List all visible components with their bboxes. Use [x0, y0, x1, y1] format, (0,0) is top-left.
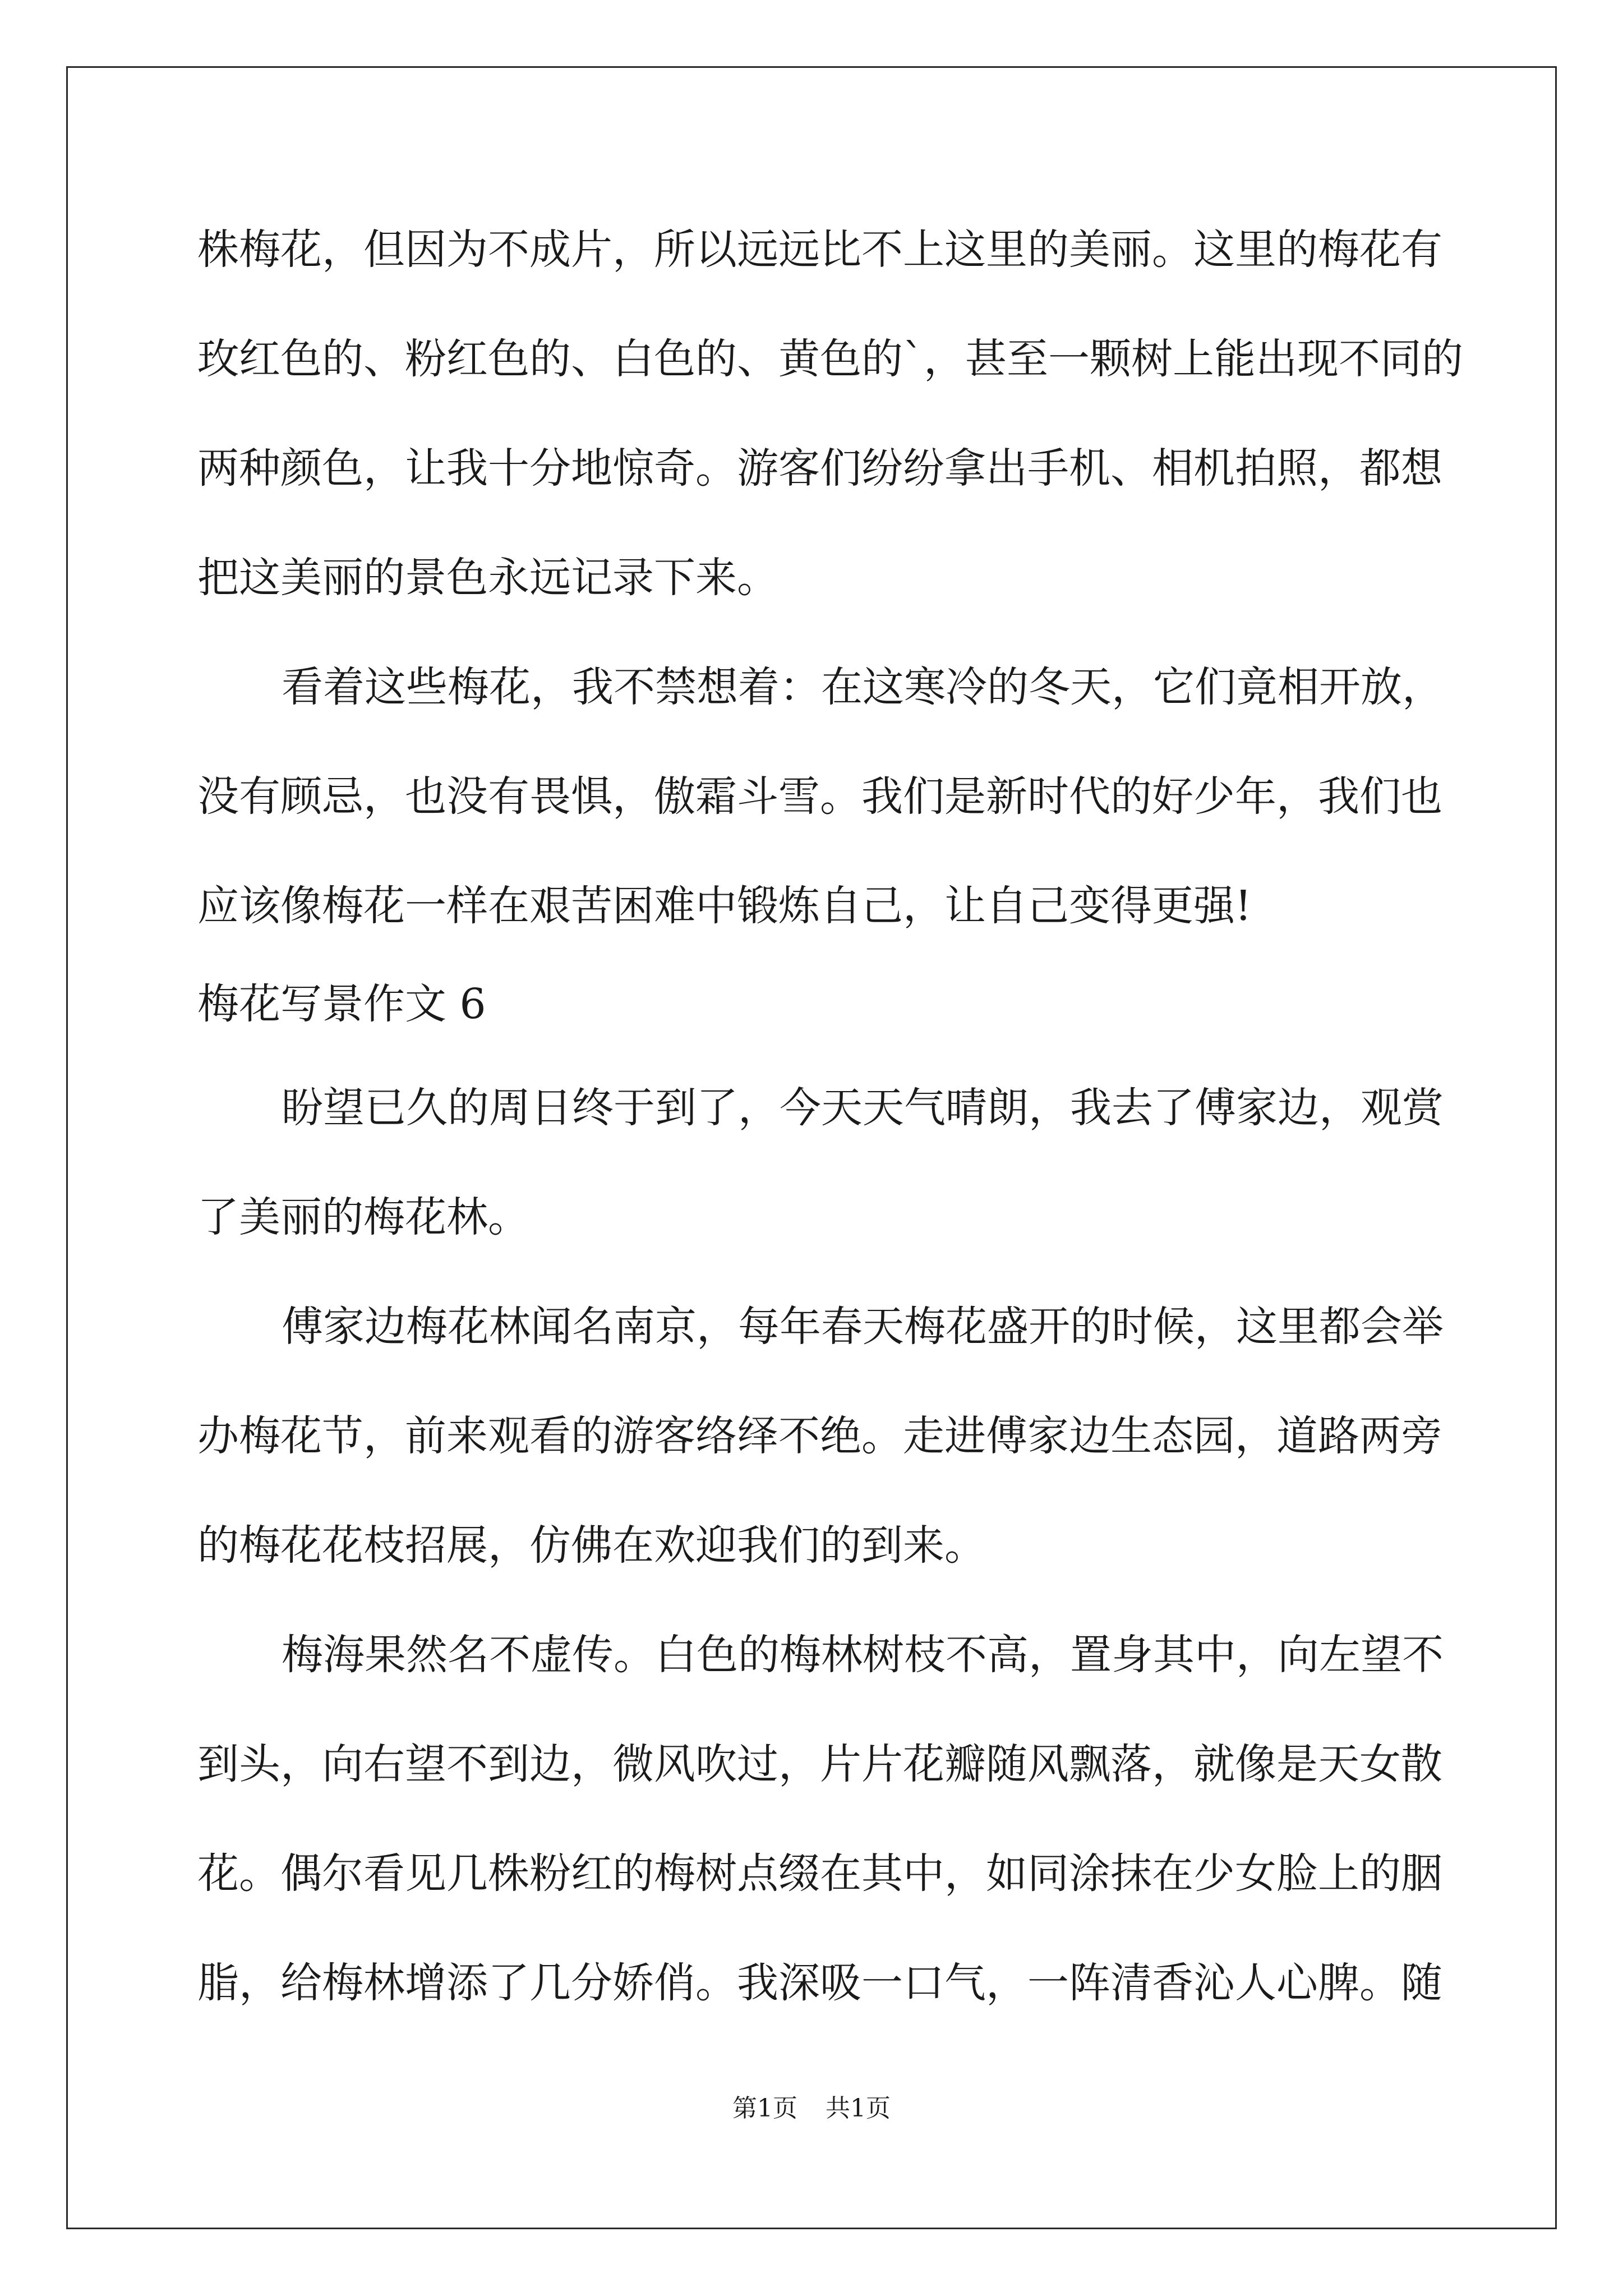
paragraph-line: 没有顾忌，也没有畏惧，傲霜斗雪。我们是新时代的好少年，我们也: [197, 772, 1442, 821]
page-number: 第1页: [732, 2094, 797, 2123]
paragraph-line: 两种颜色，让我十分地惊奇。游客们纷纷拿出手机、相机拍照，都想: [197, 444, 1442, 493]
paragraph-line: 花。偶尔看见几株粉红的梅树点缀在其中，如同涂抹在少女脸上的胭: [197, 1849, 1442, 1898]
section-heading: 梅花写景作文 6: [197, 980, 486, 1028]
paragraph-line: 玫红色的、粉红色的、白色的、黄色的`，甚至一颗树上能出现不同的: [197, 335, 1463, 383]
paragraph-line: 应该像梅花一样在艰苦困难中锻炼自己，让自己变得更强!: [197, 882, 1252, 930]
paragraph-line: 傅家边梅花林闻名南京，每年春天梅花盛开的时候，这里都会举: [282, 1303, 1444, 1351]
paragraph-line: 办梅花节，前来观看的游客络绎不绝。走进傅家边生态园，道路两旁: [197, 1412, 1442, 1460]
paragraph-line: 脂，给梅林增添了几分娇俏。我深吸一口气，一阵清香沁人心脾。随: [197, 1959, 1442, 2007]
paragraph-line: 到头，向右望不到边，微风吹过，片片花瓣随风飘落，就像是天女散: [197, 1740, 1442, 1788]
paragraph-line: 梅海果然名不虚传。白色的梅林树枝不高，置身其中，向左望不: [282, 1631, 1444, 1679]
paragraph-line: 了美丽的梅花林。: [197, 1193, 529, 1241]
page-total: 共1页: [826, 2094, 891, 2123]
page-footer: [0, 2088, 1623, 2124]
paragraph-line: 盼望已久的周日终于到了，今天天气晴朗，我去了傅家边，观赏: [282, 1084, 1444, 1132]
paragraph-line: 株梅花，但因为不成片，所以远远比不上这里的美丽。这里的梅花有: [197, 226, 1442, 274]
page-border: [66, 66, 1557, 2229]
paragraph-line: 看着这些梅花，我不禁想着：在这寒冷的冬天，它们竟相开放，: [282, 663, 1444, 711]
paragraph-line: 把这美丽的景色永远记录下来。: [197, 554, 778, 602]
paragraph-line: 的梅花花枝招展，仿佛在欢迎我们的到来。: [197, 1521, 986, 1570]
